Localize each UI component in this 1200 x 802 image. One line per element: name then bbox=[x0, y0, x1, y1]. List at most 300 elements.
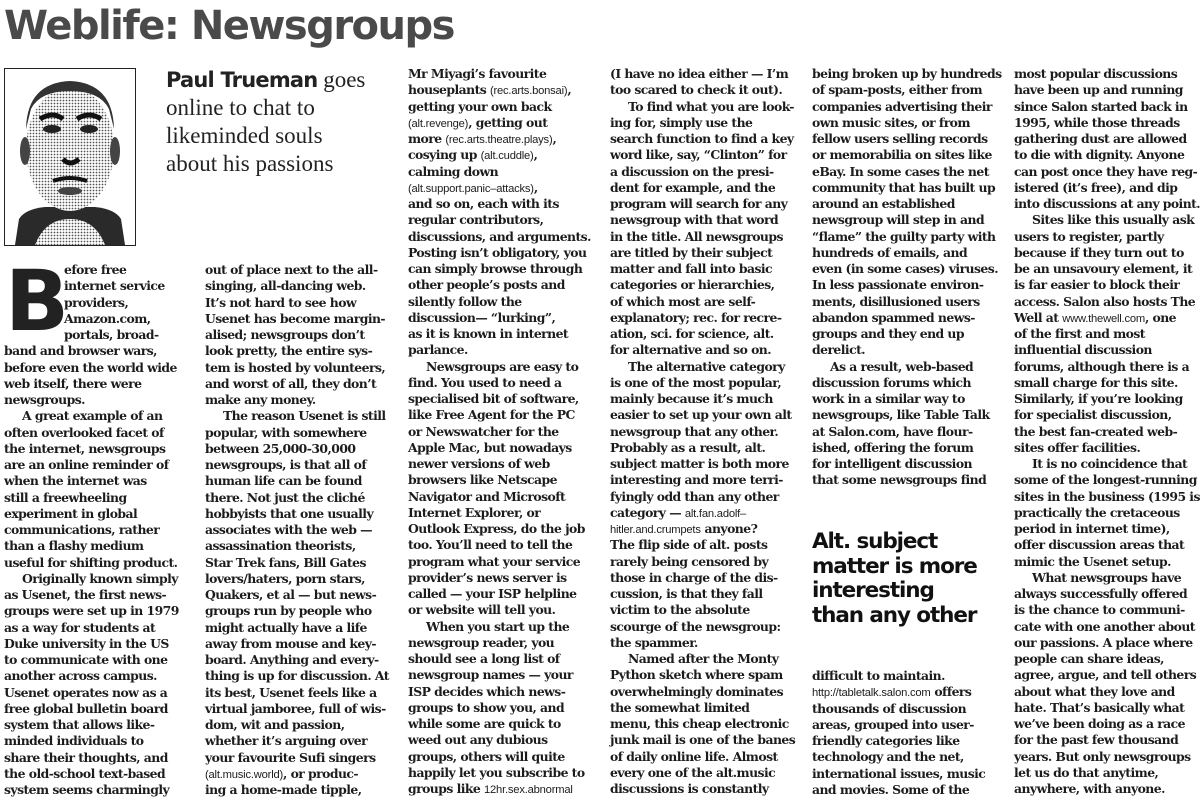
text-line bbox=[812, 147, 1010, 163]
text-line bbox=[1014, 261, 1200, 277]
text-run: every one of the alt.music bbox=[610, 764, 776, 780]
text-line bbox=[408, 635, 606, 651]
text-run: discussion forums which bbox=[812, 374, 971, 390]
text-line bbox=[4, 522, 202, 538]
article-column-4 bbox=[610, 66, 808, 797]
text-line bbox=[812, 66, 1010, 82]
text-line bbox=[812, 82, 1010, 98]
text-line bbox=[1014, 342, 1200, 358]
text-line bbox=[205, 473, 403, 489]
text-run: Navigator and Microsoft bbox=[408, 488, 566, 504]
text-line bbox=[408, 375, 606, 391]
text-run: find. You used to need a bbox=[408, 374, 562, 390]
text-line bbox=[4, 506, 202, 522]
text-line bbox=[408, 570, 606, 586]
text-line bbox=[610, 294, 808, 310]
text-run: matter and fall into basic bbox=[610, 261, 773, 276]
text-run: , bbox=[533, 179, 538, 195]
text-line bbox=[1014, 716, 1200, 732]
text-run: search function to find a key bbox=[610, 131, 794, 146]
text-run: system seems charmingly bbox=[4, 782, 170, 797]
text-line bbox=[1014, 229, 1200, 245]
text-line bbox=[812, 229, 1010, 245]
text-run: of daily online life. Almost bbox=[610, 748, 778, 764]
text-line bbox=[4, 733, 202, 749]
text-run: houseplants bbox=[408, 82, 490, 98]
text-run: Usenet operates now as a bbox=[4, 684, 168, 700]
text-line bbox=[1014, 115, 1200, 131]
text-line bbox=[4, 636, 202, 652]
text-line bbox=[1014, 66, 1200, 82]
text-line bbox=[205, 408, 403, 424]
text-run: might actually have a life bbox=[205, 619, 367, 635]
text-line bbox=[1014, 310, 1200, 326]
text-line bbox=[408, 391, 606, 407]
text-run: band and browser wars, bbox=[4, 343, 157, 359]
text-line bbox=[205, 750, 403, 766]
text-run: discussions, and arguments. bbox=[408, 228, 591, 244]
text-line bbox=[408, 505, 606, 521]
text-run: than a flashy medium bbox=[4, 538, 144, 554]
text-line bbox=[1014, 245, 1200, 261]
text-line bbox=[408, 619, 606, 635]
text-line bbox=[1014, 407, 1200, 423]
text-run: board. Anything and every- bbox=[205, 652, 379, 667]
text-run: out of place next to the all- bbox=[205, 262, 378, 277]
text-line bbox=[610, 99, 808, 115]
text-line bbox=[1014, 180, 1200, 196]
text-run: anyone? bbox=[700, 521, 758, 536]
text-line bbox=[408, 245, 606, 261]
text-line bbox=[4, 555, 202, 571]
text-run: can simply browse through bbox=[408, 261, 583, 276]
text-line bbox=[610, 115, 808, 131]
text-run: should see a long list of bbox=[408, 651, 560, 666]
newsgroup-name: www.thewell.com bbox=[1062, 312, 1145, 325]
text-line bbox=[812, 196, 1010, 212]
text-run: ISP decides which news- bbox=[408, 683, 566, 699]
text-line bbox=[4, 750, 202, 766]
text-line bbox=[408, 310, 606, 326]
text-line bbox=[205, 262, 403, 278]
text-line bbox=[4, 408, 202, 424]
text-run: other people’s posts and bbox=[408, 277, 565, 293]
text-run: often overlooked facet of bbox=[4, 424, 164, 440]
text-run: Posting isn’t obligatory, you bbox=[408, 244, 587, 260]
text-line bbox=[610, 245, 808, 261]
text-line bbox=[4, 652, 202, 668]
text-run: most popular discussions bbox=[1014, 66, 1178, 81]
text-run: in the title. All newsgroups bbox=[610, 228, 783, 244]
text-run: or website will tell you. bbox=[408, 602, 556, 618]
text-run: or Newswatcher for the bbox=[408, 423, 559, 439]
text-run: specialised bit of software, bbox=[408, 391, 579, 406]
text-run: being broken up by hundreds bbox=[812, 66, 1002, 81]
text-run: useful for shifting product. bbox=[4, 554, 178, 570]
text-line bbox=[4, 425, 202, 441]
text-run: hobbyists that one usually bbox=[205, 505, 374, 521]
text-run: of the first and most bbox=[1014, 326, 1145, 341]
text-line bbox=[408, 131, 606, 147]
text-run: Well at bbox=[1014, 309, 1063, 325]
text-line bbox=[408, 521, 606, 537]
text-run: offer discussion areas that bbox=[1014, 537, 1185, 553]
text-line bbox=[812, 749, 1010, 765]
text-run: newer versions of web bbox=[408, 456, 550, 471]
text-line bbox=[205, 603, 403, 619]
newsgroup-name: (alt.revenge) bbox=[408, 117, 469, 130]
text-line bbox=[205, 278, 403, 294]
text-line bbox=[610, 667, 808, 683]
text-run: newsgroups. bbox=[4, 392, 85, 407]
text-line bbox=[1014, 375, 1200, 391]
text-line bbox=[812, 180, 1010, 196]
text-run: as a way for students at bbox=[4, 619, 156, 635]
text-run: junk mail is one of the banes bbox=[610, 732, 796, 748]
standfirst bbox=[166, 66, 401, 178]
text-run: free global bulletin board bbox=[4, 700, 168, 716]
text-run: even (in some cases) viruses. bbox=[812, 261, 998, 276]
text-line bbox=[408, 651, 606, 667]
text-line bbox=[205, 441, 403, 457]
text-run: Sites like this usually ask bbox=[1032, 212, 1195, 228]
text-run: for specialist discussion, bbox=[1014, 407, 1172, 423]
text-run: of spam-posts, either from bbox=[812, 82, 983, 98]
text-run: human life can be found bbox=[205, 473, 362, 489]
text-line bbox=[4, 490, 202, 506]
newsgroup-name: (alt.cuddle) bbox=[480, 150, 534, 163]
text-line bbox=[1014, 651, 1200, 667]
text-line bbox=[610, 781, 808, 797]
text-line bbox=[812, 717, 1010, 733]
text-run: explanatory; rec. for recre- bbox=[610, 309, 782, 325]
text-line bbox=[610, 472, 808, 488]
text-line bbox=[4, 782, 202, 798]
text-line bbox=[1014, 521, 1200, 537]
text-run: around an established bbox=[812, 196, 955, 211]
text-line bbox=[1014, 82, 1200, 98]
text-line bbox=[1014, 619, 1200, 635]
text-line bbox=[610, 164, 808, 180]
text-line bbox=[408, 602, 606, 618]
text-line bbox=[205, 343, 403, 359]
text-run: can post once they have reg- bbox=[1014, 163, 1198, 179]
text-run: As a result, web-based bbox=[830, 358, 974, 374]
text-run: are an online reminder of bbox=[4, 457, 169, 472]
text-run: agree, argue, and tell others bbox=[1014, 667, 1197, 683]
text-run: sites in the business (1995 is bbox=[1014, 488, 1200, 504]
text-line bbox=[408, 82, 606, 98]
text-line bbox=[610, 82, 808, 98]
text-run: to communicate with one bbox=[4, 652, 168, 667]
text-line bbox=[812, 294, 1010, 310]
text-run: scourge of the newsgroup: bbox=[610, 618, 781, 634]
text-line bbox=[812, 310, 1010, 326]
text-line bbox=[1014, 732, 1200, 748]
text-run: groups to show you, and bbox=[408, 699, 565, 715]
text-run: groups run by people who bbox=[205, 603, 372, 619]
text-run: and worst of all, they don’t bbox=[205, 375, 377, 391]
text-line bbox=[812, 766, 1010, 782]
text-run: hate. That’s basically what bbox=[1014, 699, 1185, 715]
standfirst-line: likeminded souls bbox=[166, 123, 323, 148]
text-line bbox=[812, 131, 1010, 147]
pull-quote-line: interesting bbox=[812, 578, 934, 603]
text-run: access. Salon also hosts The bbox=[1014, 293, 1196, 309]
text-run: Duke university in the US bbox=[4, 635, 169, 651]
newsgroup-name: (alt.music.world) bbox=[205, 768, 284, 781]
text-run: as it is known in internet bbox=[408, 326, 569, 341]
text-line bbox=[4, 685, 202, 701]
text-line bbox=[4, 668, 202, 684]
text-run: Quakers, et al — but news- bbox=[205, 587, 377, 602]
text-line bbox=[1014, 277, 1200, 293]
text-line bbox=[205, 457, 403, 473]
text-run: its best, Usenet feels like a bbox=[205, 684, 377, 700]
text-run: browsers like Netscape bbox=[408, 472, 557, 488]
text-run: assassination theorists, bbox=[205, 538, 356, 554]
text-line bbox=[1014, 326, 1200, 342]
text-run: internet service bbox=[64, 278, 165, 294]
text-line bbox=[610, 537, 808, 553]
text-line bbox=[812, 407, 1010, 423]
text-line bbox=[610, 180, 808, 196]
text-line bbox=[205, 668, 403, 684]
article-column-5 bbox=[812, 66, 1010, 489]
text-run: forums, although there is a bbox=[1014, 358, 1190, 374]
text-run: derelict. bbox=[812, 342, 866, 358]
text-run: mainly because it’s much bbox=[610, 391, 773, 406]
text-line bbox=[408, 326, 606, 342]
text-run: It is no coincidence that bbox=[1032, 456, 1188, 471]
text-line bbox=[1014, 359, 1200, 375]
text-line bbox=[205, 522, 403, 538]
text-run: dent for example, and the bbox=[610, 179, 776, 195]
text-run: Mr Miyagi’s favourite bbox=[408, 66, 547, 81]
text-line bbox=[1014, 700, 1200, 716]
text-line bbox=[205, 685, 403, 701]
text-run: make any money. bbox=[205, 392, 316, 407]
text-line bbox=[408, 196, 606, 212]
text-line bbox=[408, 749, 606, 765]
text-line bbox=[610, 602, 808, 618]
text-line bbox=[4, 603, 202, 619]
text-run: web itself, there were bbox=[4, 375, 142, 391]
text-run: silently follow the bbox=[408, 293, 522, 309]
text-run: between 25,000-30,000 bbox=[205, 440, 356, 456]
text-run: Python sketch where spam bbox=[610, 667, 783, 683]
text-run: Probably as a result, alt. bbox=[610, 439, 766, 455]
text-run: minded individuals to bbox=[4, 733, 144, 749]
text-line bbox=[812, 326, 1010, 342]
text-line bbox=[1014, 635, 1200, 651]
text-line bbox=[812, 375, 1010, 391]
text-run: virtual jamboree, full of wis- bbox=[205, 700, 386, 716]
text-run: Amazon.com, bbox=[64, 310, 151, 326]
text-run: a discussion on the presi- bbox=[610, 163, 774, 179]
text-run: singing, all-dancing web. bbox=[205, 278, 366, 294]
text-run: Named after the Monty bbox=[628, 651, 779, 666]
text-line bbox=[610, 131, 808, 147]
text-run: influential discussion bbox=[1014, 342, 1152, 358]
text-run: the best fan-created web- bbox=[1014, 423, 1178, 439]
text-run: groups like bbox=[408, 781, 485, 796]
text-line bbox=[408, 424, 606, 440]
drop-cap: B bbox=[5, 252, 68, 350]
text-line bbox=[205, 766, 403, 782]
text-line bbox=[1014, 196, 1199, 212]
text-run: years. But only newsgroups bbox=[1014, 748, 1191, 764]
text-run: the spammer. bbox=[610, 634, 698, 650]
text-run: always successfully offered bbox=[1014, 586, 1188, 601]
text-line bbox=[4, 278, 202, 294]
text-run: newsgroup with that word bbox=[610, 212, 779, 228]
text-run: work in a similar way to bbox=[812, 391, 965, 406]
text-run: the internet, newsgroups bbox=[4, 440, 166, 456]
text-run: Internet Explorer, or bbox=[408, 504, 541, 520]
text-run: newsgroup reader, you bbox=[408, 634, 555, 650]
text-run: small charge for this site. bbox=[1014, 374, 1178, 390]
section-masthead: Weblife: Newsgroups bbox=[4, 3, 454, 49]
text-run: , or produc- bbox=[283, 765, 358, 781]
text-run: popular, with somewhere bbox=[205, 424, 367, 440]
text-line bbox=[4, 538, 202, 554]
text-line bbox=[610, 505, 808, 521]
text-line bbox=[610, 440, 808, 456]
text-line bbox=[408, 667, 606, 683]
text-run: sites offer facilities. bbox=[1014, 439, 1141, 455]
text-line bbox=[4, 441, 202, 457]
text-run: In less passionate environ- bbox=[812, 277, 984, 293]
text-run: groups and they end up bbox=[812, 326, 965, 341]
text-line bbox=[1014, 147, 1200, 163]
text-line bbox=[4, 262, 202, 278]
text-run: technology and the net, bbox=[812, 749, 964, 765]
newsgroup-name: (rec.arts.bonsai) bbox=[489, 85, 568, 98]
text-line bbox=[4, 766, 202, 782]
text-line bbox=[1014, 212, 1200, 228]
newsgroup-name: 12hr.sex.abnormal bbox=[484, 784, 573, 796]
text-line bbox=[610, 375, 808, 391]
text-line bbox=[408, 212, 606, 228]
text-run: or memorabilia on sites like bbox=[812, 147, 992, 163]
text-line bbox=[1014, 424, 1200, 440]
text-line bbox=[610, 635, 808, 651]
text-run: fyingly odd than any other bbox=[610, 488, 779, 504]
text-run: When you start up the bbox=[426, 618, 570, 634]
text-line bbox=[812, 701, 1010, 717]
text-run: at Salon.com, have flour- bbox=[812, 423, 973, 439]
text-line bbox=[408, 472, 606, 488]
text-run: cussion, is that they fall bbox=[610, 586, 763, 601]
text-line bbox=[408, 164, 606, 180]
text-run: 1995, while those threads bbox=[1014, 114, 1180, 130]
text-run: Originally known simply bbox=[22, 570, 178, 586]
text-run: A great example of an bbox=[22, 408, 163, 424]
text-run: efore free bbox=[64, 262, 127, 277]
text-run: is far easier to block their bbox=[1014, 277, 1180, 293]
text-run: as Usenet, the first news- bbox=[4, 587, 167, 602]
text-run: community that has built up bbox=[812, 179, 996, 195]
text-line bbox=[610, 765, 808, 781]
text-line bbox=[812, 164, 1010, 180]
text-line bbox=[1014, 570, 1200, 586]
text-run: and so on, each with its bbox=[408, 196, 559, 211]
text-run: for the past few thousand bbox=[1014, 732, 1179, 748]
text-run: before even the world wide bbox=[4, 359, 177, 375]
text-run: let us do that anytime, bbox=[1014, 764, 1159, 780]
text-run: some of the longest-running bbox=[1014, 472, 1197, 488]
text-run: away from mouse and key- bbox=[205, 635, 376, 651]
text-run: that some newsgroups find bbox=[812, 472, 987, 488]
text-run: The reason Usenet is still bbox=[223, 408, 386, 424]
text-run: users to register, partly bbox=[1014, 228, 1164, 244]
text-line bbox=[610, 359, 808, 375]
text-line bbox=[205, 490, 403, 506]
text-run: thing is up for discussion. At bbox=[205, 668, 389, 684]
text-run: is the chance to communi- bbox=[1014, 602, 1185, 618]
text-run: Usenet has become margin- bbox=[205, 310, 386, 326]
text-line bbox=[610, 586, 808, 602]
text-run: while some are quick to bbox=[408, 716, 561, 731]
text-line bbox=[1014, 440, 1200, 456]
text-line bbox=[4, 457, 202, 473]
text-run: we’ve been doing as a race bbox=[1014, 716, 1185, 731]
text-line bbox=[205, 311, 403, 327]
newsgroup-name: (rec.arts.theatre.plays) bbox=[445, 134, 553, 146]
text-line bbox=[408, 294, 606, 310]
text-line bbox=[812, 424, 1010, 440]
pull-quote-line: than any other bbox=[812, 602, 977, 628]
text-run: hundreds of emails, and bbox=[812, 244, 968, 260]
text-line bbox=[408, 115, 606, 131]
text-run: ing for, simply use the bbox=[610, 114, 753, 130]
text-line bbox=[408, 261, 606, 277]
text-line bbox=[1014, 131, 1200, 147]
text-run: gathering dust are allowed bbox=[1014, 131, 1187, 146]
text-line bbox=[610, 66, 808, 82]
text-run: cate with one another about bbox=[1014, 618, 1195, 634]
text-run: period in internet time), bbox=[1014, 521, 1170, 536]
text-line bbox=[1014, 554, 1200, 570]
text-run: The flip side of alt. posts bbox=[610, 537, 768, 553]
text-run: like Free Agent for the PC bbox=[408, 407, 575, 423]
text-run: providers, bbox=[64, 294, 129, 310]
text-line bbox=[1014, 99, 1200, 115]
text-run: our passions. A place where bbox=[1014, 634, 1193, 650]
text-line bbox=[1014, 489, 1200, 505]
text-line bbox=[408, 407, 606, 423]
text-line bbox=[205, 571, 403, 587]
article-column-1 bbox=[4, 252, 202, 798]
text-run: newsgroup will step in and bbox=[812, 212, 985, 228]
text-run: is one of the most popular, bbox=[610, 374, 782, 390]
text-run: abandon spammed news- bbox=[812, 309, 975, 325]
text-run: provider’s news server is bbox=[408, 569, 567, 585]
text-line bbox=[205, 392, 403, 408]
text-run: more bbox=[408, 131, 446, 146]
text-line bbox=[610, 261, 808, 277]
pull-quote bbox=[812, 530, 1007, 628]
text-line bbox=[610, 651, 808, 667]
text-run: It’s not hard to see how bbox=[205, 294, 357, 310]
text-run: istered (it’s free), and dip bbox=[1014, 179, 1178, 195]
text-line bbox=[812, 115, 1010, 131]
text-line bbox=[4, 473, 202, 489]
text-run: and movies. Some of the bbox=[812, 781, 970, 797]
text-line bbox=[610, 570, 808, 586]
text-line bbox=[1014, 602, 1200, 618]
